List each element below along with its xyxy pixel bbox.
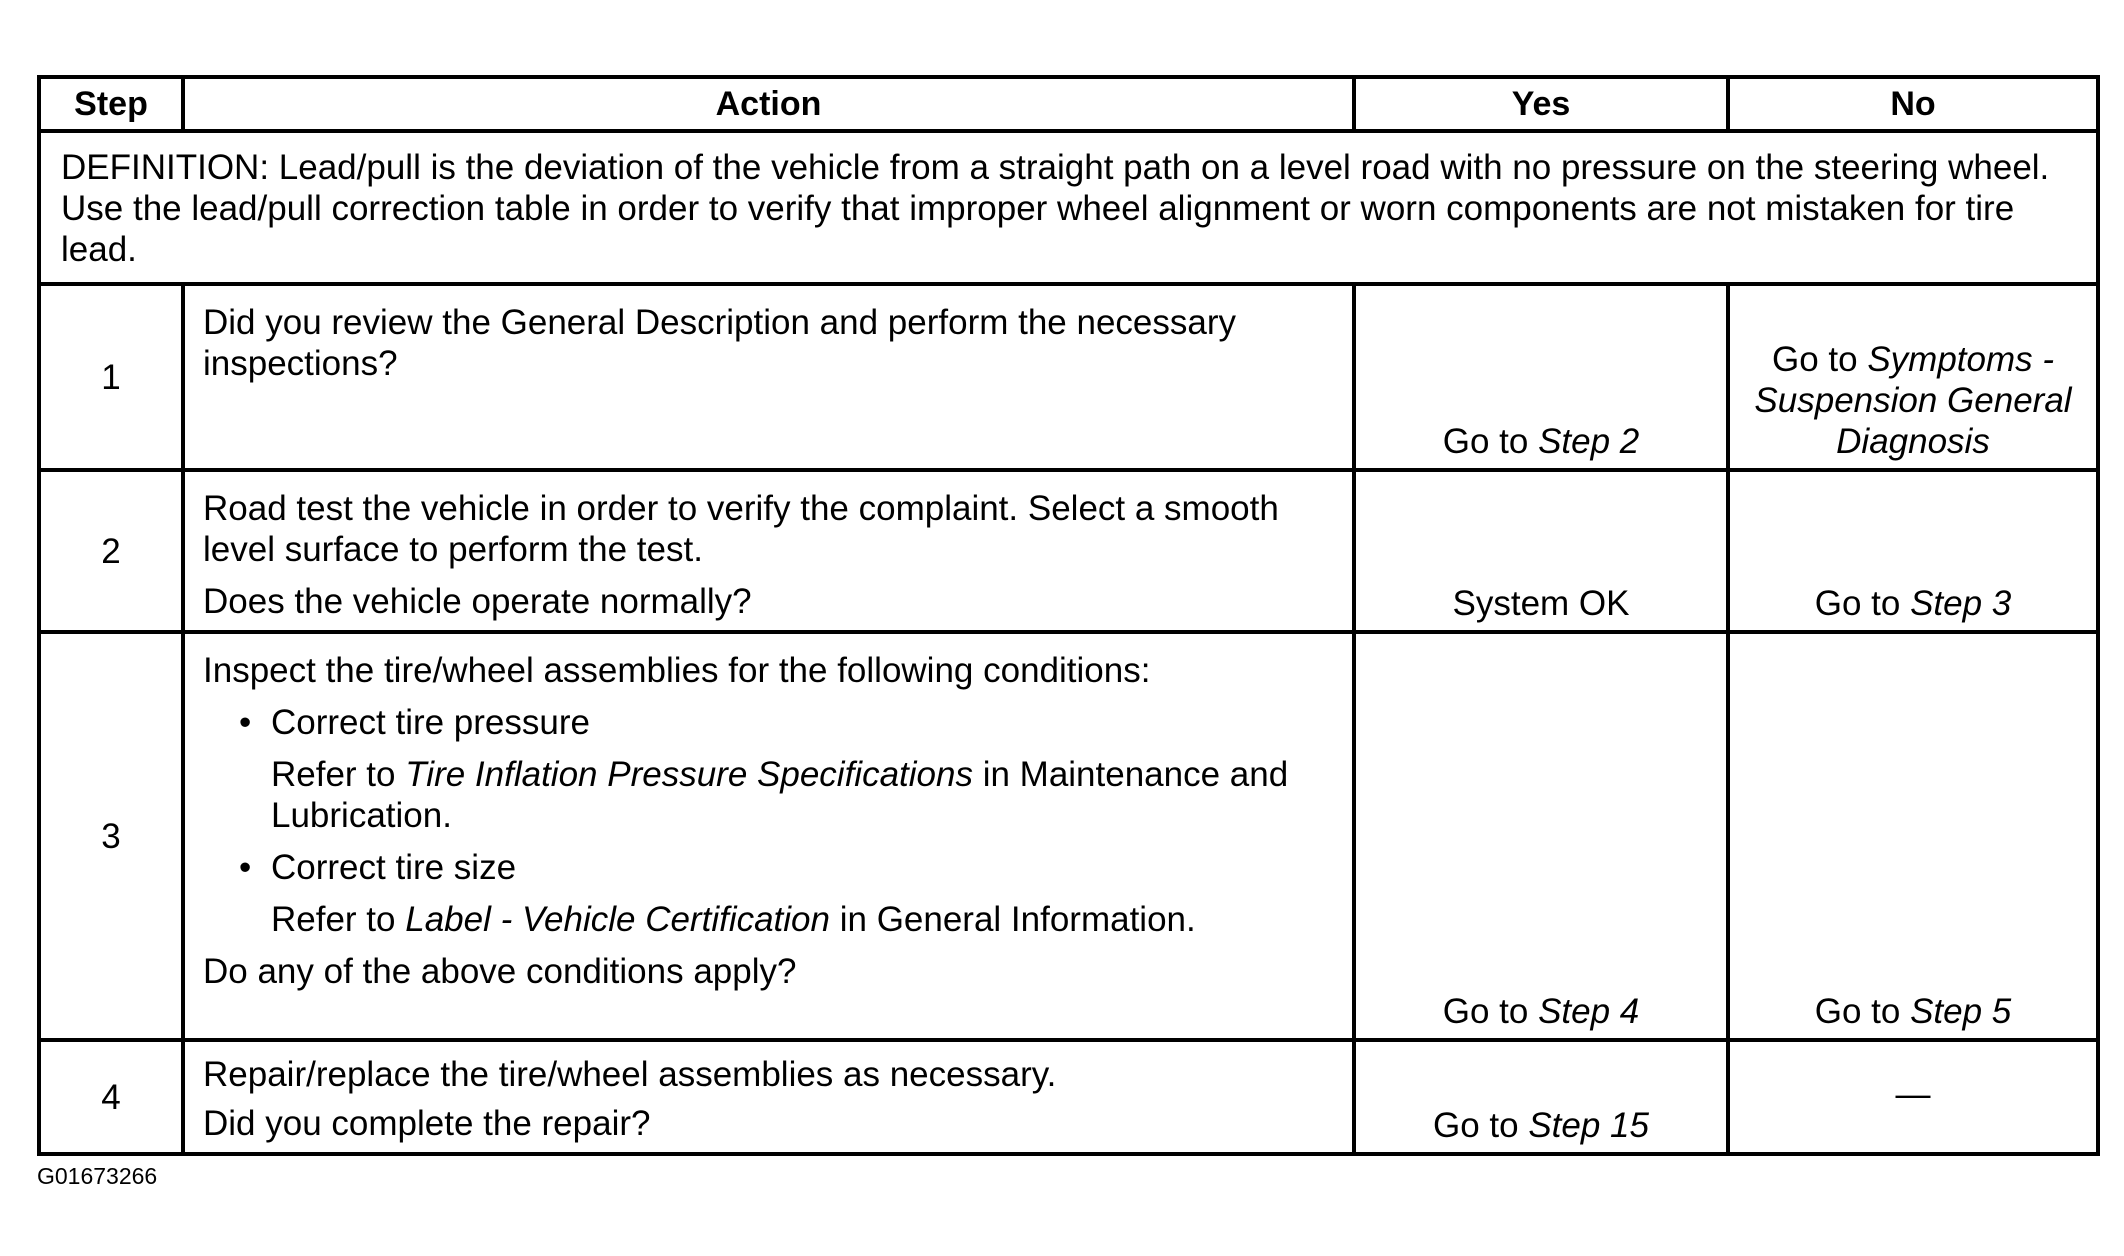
step-number: 4	[39, 1040, 183, 1154]
refer-link[interactable]: Label - Vehicle Certification	[405, 900, 830, 939]
header-action: Action	[183, 77, 1354, 131]
yes-step-link[interactable]: Step 2	[1538, 422, 1640, 461]
yes-step-link[interactable]: Step 4	[1538, 992, 1640, 1031]
action-question: Did you complete the repair?	[203, 1104, 651, 1143]
yes-cell	[1354, 284, 1728, 470]
step-number: 3	[39, 632, 183, 1040]
table-row	[39, 284, 2098, 470]
definition-row	[39, 131, 2098, 284]
condition-label: Correct tire size	[271, 848, 517, 887]
no-cell	[1728, 284, 2098, 470]
no-cell	[1728, 470, 2098, 632]
header-row	[39, 77, 2098, 131]
no-cell	[1728, 632, 2098, 1040]
condition-label: Correct tire pressure	[271, 703, 590, 742]
condition-reference	[203, 754, 1334, 836]
action-instruction: Repair/replace the tire/wheel assemblies as necessary.	[203, 1055, 1057, 1094]
action-instruction: Inspect the tire/wheel assemblies for the following conditions:	[203, 651, 1151, 690]
no-dash: —	[1895, 1074, 1931, 1114]
no-step-link[interactable]: Step 5	[1910, 992, 2012, 1031]
yes-cell	[1354, 470, 1728, 632]
action-cell	[183, 632, 1354, 1040]
yes-prefix: Go to	[1433, 1106, 1529, 1145]
action-question: Did you review the General Description and perform the necessary inspections?	[203, 303, 1236, 383]
yes-text: System OK	[1452, 584, 1630, 623]
action-instruction: Road test the vehicle in order to verify the complaint. Select a smooth level surface to perform the test.	[203, 489, 1279, 569]
figure-id: G01673266	[37, 1163, 158, 1189]
no-prefix: Go to	[1814, 584, 1911, 623]
action-question: Do any of the above conditions apply?	[203, 952, 797, 991]
definition-text: DEFINITION: Lead/pull is the deviation of the vehicle from a straight path on a level road with no pressure on the steering wheel. Use the lead/pull correction table in order to verify that improper wheel alignment or worn components are not mistaken for tire lead.	[61, 148, 2050, 269]
table-row	[39, 632, 2098, 1040]
definition-cell	[39, 131, 2098, 284]
yes-cell	[1354, 632, 1728, 1040]
refer-prefix: Refer to	[271, 900, 406, 939]
refer-suffix: in General Information.	[830, 900, 1196, 939]
action-cell	[183, 284, 1354, 470]
condition-item	[203, 847, 1334, 888]
condition-reference	[203, 899, 1334, 940]
table-row	[39, 470, 2098, 632]
condition-item	[203, 702, 1334, 743]
yes-prefix: Go to	[1442, 992, 1539, 1031]
no-step-link[interactable]: Symptoms - Suspension General Diagnosis	[1754, 340, 2072, 461]
refer-link[interactable]: Tire Inflation Pressure Specifications	[405, 755, 973, 794]
diagnostic-table	[37, 75, 2100, 1156]
bullet-mark: •	[239, 848, 252, 887]
table-row	[39, 1040, 2098, 1154]
yes-prefix: Go to	[1442, 422, 1539, 461]
refer-suffix: in Maintenance and Lubrication.	[271, 755, 1289, 835]
header-step: Step	[39, 77, 183, 131]
yes-cell	[1354, 1040, 1728, 1154]
action-question: Does the vehicle operate normally?	[203, 582, 752, 621]
no-prefix: Go to	[1771, 340, 1868, 379]
header-no: No	[1728, 77, 2098, 131]
action-cell	[183, 470, 1354, 632]
header-yes: Yes	[1354, 77, 1728, 131]
bullet-mark: •	[239, 703, 252, 742]
no-prefix: Go to	[1814, 992, 1911, 1031]
yes-step-link[interactable]: Step 15	[1528, 1106, 1649, 1145]
no-cell	[1728, 1040, 2098, 1154]
step-number: 2	[39, 470, 183, 632]
no-step-link[interactable]: Step 3	[1910, 584, 2012, 623]
step-number: 1	[39, 284, 183, 470]
action-cell	[183, 1040, 1354, 1154]
refer-prefix: Refer to	[271, 755, 406, 794]
